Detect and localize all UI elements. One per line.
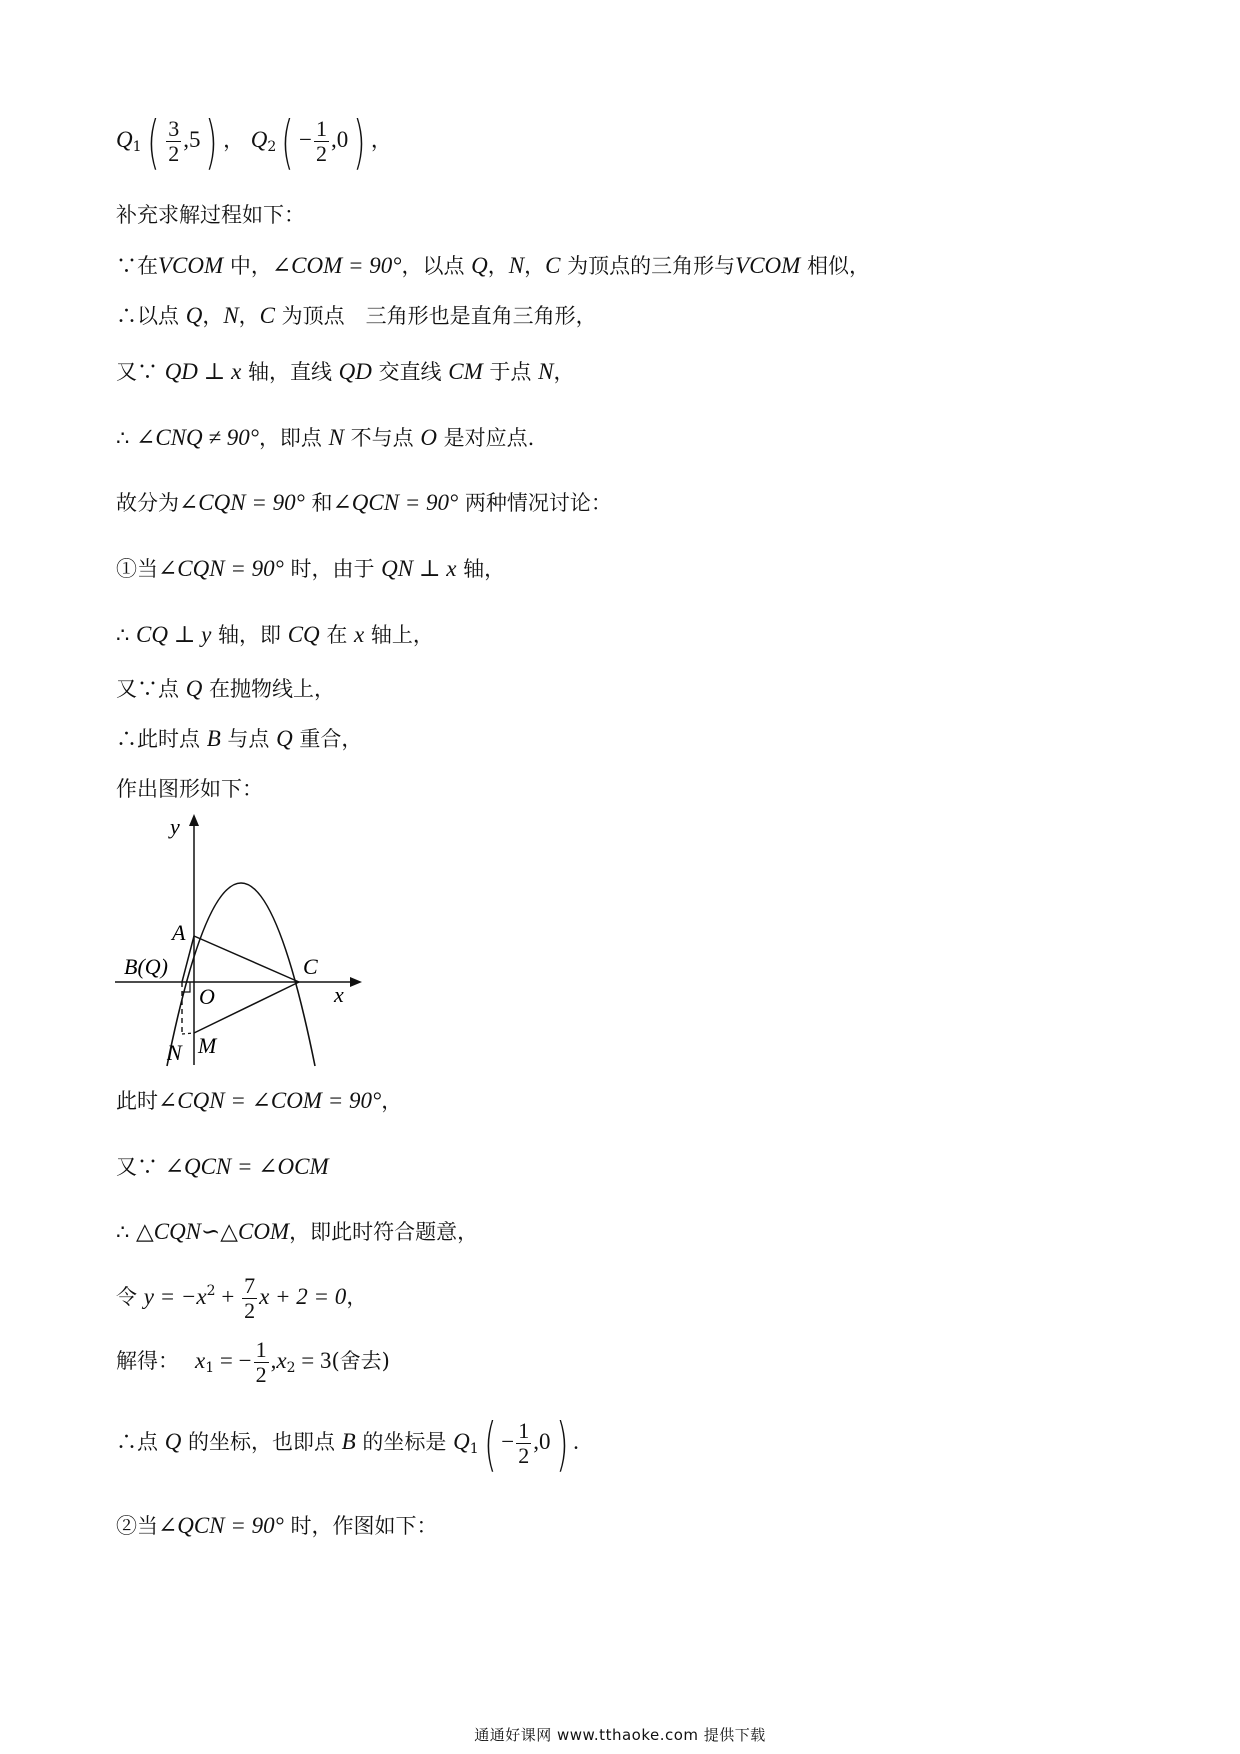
line-13: 此时∠CQN = ∠COM = 90°， (116, 1088, 403, 1113)
line-10: 又∵点 Q 在抛物线上， (116, 676, 335, 701)
line-18: ∴点 Q 的坐标，也即点 B 的坐标是 $Q_1$( − $\frac{1}{2}$ ,0) . (116, 1409, 579, 1478)
parabola-figure (110, 808, 370, 1070)
segment-mn-dashed (182, 1033, 194, 1034)
label-c: C (303, 954, 318, 979)
line-19: ②当∠QCN = 90° 时，作图如下： (116, 1513, 438, 1538)
label-bq: B(Q) (124, 954, 168, 979)
line-q-points: $Q_1$( $\frac{3}{2}$ ,5) ， $Q_2$( − $\frac{1}{2}$ ,0) ， (116, 107, 392, 176)
fraction: $\frac{1}{2}$ (518, 1418, 530, 1468)
fraction: $\frac{1}{2}$ (315, 116, 327, 166)
line-7: 故分为∠CQN = 90° 和∠QCN = 90° 两种情况讨论： (116, 490, 612, 515)
label-y: y (170, 814, 180, 839)
fraction: $\frac{3}{2}$ (168, 116, 180, 166)
line-6: ∴ ∠CNQ ≠ 90°，即点 N 不与点 O 是对应点. (116, 425, 535, 450)
line-17-solution: 解得： $x_1$ = − $\frac{1}{2}$ $,x_2 = 3$(舍去) (116, 1337, 390, 1387)
fraction: $\frac{7}{2}$ (244, 1273, 256, 1323)
label-a: A (172, 920, 186, 945)
line-9: ∴ CQ ⊥ y 轴，即 CQ 在 x 轴上， (116, 622, 434, 647)
label-m: M (198, 1033, 217, 1058)
line-15: ∴ △CQN∽△COM，即此时符合题意， (116, 1219, 479, 1244)
label-x: x (334, 982, 344, 1007)
line-16-equation: 令 $y = -x^2$ + $\frac{7}{2}$ x + 2 = 0， (116, 1273, 368, 1323)
line-5: 又∵ QD ⊥ x 轴，直线 QD 交直线 CM 于点 N， (116, 359, 575, 384)
label-o: O (199, 984, 215, 1009)
parabola-curve (167, 883, 315, 1066)
fraction: $\frac{1}{2}$ (255, 1337, 267, 1387)
y-axis-arrow (189, 814, 199, 826)
line-4: ∴以点 Q，N，C 为顶点 三角形也是直角三角形， (116, 303, 597, 328)
line-12: 作出图形如下： (116, 777, 263, 801)
footer-watermark: 通通好课网 www.tthaoke.com 提供下载 (474, 1726, 766, 1744)
line-intro: 补充求解过程如下： (116, 203, 305, 227)
line-3: ∵在VCOM 中，∠COM = 90°，以点 Q，N，C 为顶点的三角形与VCOM 相似， (116, 253, 871, 278)
x-axis-arrow (350, 977, 362, 987)
line-8: ①当∠CQN = 90° 时，由于 QN ⊥ x 轴， (116, 556, 506, 581)
label-n: N (167, 1040, 182, 1065)
line-11: ∴此时点 B 与点 Q 重合， (116, 726, 363, 751)
line-14: 又∵ ∠QCN = ∠OCM (116, 1154, 329, 1179)
